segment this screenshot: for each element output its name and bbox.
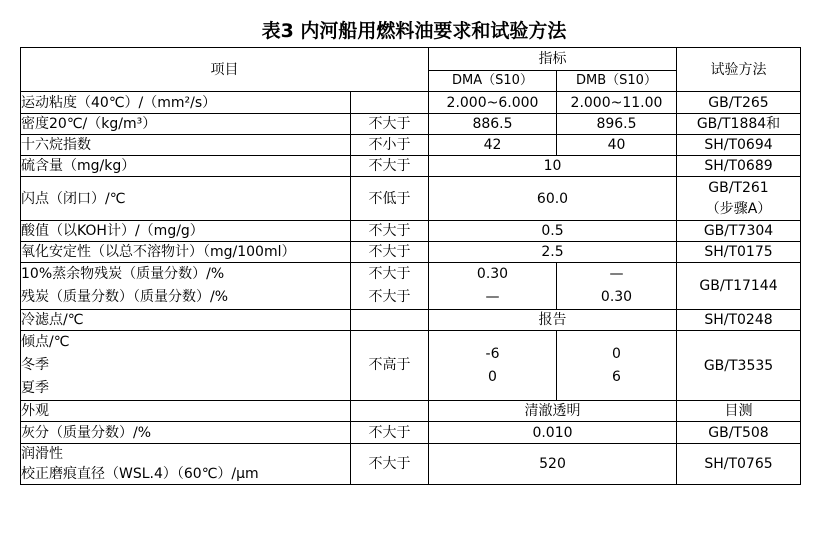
table-row xyxy=(21,156,801,177)
row-subitem: 10%蒸余物残炭（质量分数）/% xyxy=(21,266,225,282)
row-method: SH/T0765 xyxy=(677,444,801,485)
row-limit xyxy=(351,92,429,114)
row-limit: 不小于 xyxy=(351,135,429,156)
row-item: 运动粘度（40℃）/（mm²/s） xyxy=(21,92,351,114)
row-dma-value: 0 xyxy=(488,368,497,385)
row-item: 灰分（质量分数）/% xyxy=(21,422,351,444)
row-subitem-winter: 冬季 xyxy=(21,357,49,373)
row-item: 外观 xyxy=(21,401,351,422)
row-dmb-value: 0 xyxy=(612,345,621,362)
row-item: 倾点/℃ xyxy=(21,334,70,350)
row-value: 0.5 xyxy=(429,221,677,242)
row-dma-value: 2.000~6.000 xyxy=(429,92,557,114)
row-dma-value: 42 xyxy=(429,135,557,156)
row-limit: 不大于 xyxy=(368,289,411,305)
row-dmb-value: 0.30 xyxy=(600,289,633,305)
row-subitem: 校正磨痕直径（WSL.4）（60℃）/μm xyxy=(21,466,259,482)
table-row xyxy=(21,444,801,485)
row-dma-value: -6 xyxy=(485,345,500,362)
row-limit xyxy=(351,401,429,422)
row-dma-value: 0.30 xyxy=(476,266,509,282)
table-row xyxy=(21,331,801,401)
row-value: 10 xyxy=(429,156,677,177)
row-method: GB/T7304 xyxy=(677,221,801,242)
table-title: 表3 内河船用燃料油要求和试验方法 xyxy=(261,20,567,42)
row-value: 报告 xyxy=(429,310,677,331)
header-indicator: 指标 xyxy=(429,48,677,71)
table-row xyxy=(21,177,801,221)
row-limit: 不大于 xyxy=(368,266,411,282)
row-method: SH/T0248 xyxy=(677,310,801,331)
row-dma-cell xyxy=(429,263,557,310)
row-item: 氧化安定性（以总不溶物计）（mg/100ml） xyxy=(21,242,351,263)
row-limit: 不大于 xyxy=(351,114,429,135)
row-dma-cell xyxy=(429,331,557,401)
row-item: 十六烷指数 xyxy=(21,135,351,156)
row-dmb-cell xyxy=(557,263,677,310)
row-method: SH/T0689 xyxy=(677,156,801,177)
row-method: GB/T265 xyxy=(677,92,801,114)
row-value: 520 xyxy=(429,444,677,485)
row-limit: 不低于 xyxy=(351,177,429,221)
table-row xyxy=(21,310,801,331)
row-limit-cell xyxy=(351,263,429,310)
row-method: GB/T3535 xyxy=(677,331,801,401)
row-method: GB/T17144 xyxy=(677,263,801,310)
row-method-note: （步骤A） xyxy=(705,200,772,217)
fuel-oil-spec-table xyxy=(20,47,801,485)
header-grade-dmb: DMB（S10） xyxy=(557,71,677,92)
row-limit-cell xyxy=(351,331,429,401)
table-row xyxy=(21,114,801,135)
table-row xyxy=(21,221,801,242)
row-limit: 不大于 xyxy=(351,156,429,177)
row-method: 目测 xyxy=(677,401,801,422)
header-row xyxy=(21,48,801,71)
row-value: 60.0 xyxy=(429,177,677,221)
row-method: SH/T0694 xyxy=(677,135,801,156)
header-method: 试验方法 xyxy=(677,48,801,92)
row-dmb-cell xyxy=(557,331,677,401)
row-item: 酸值（以KOH计）/（mg/g） xyxy=(21,221,351,242)
row-item: 冷滤点/℃ xyxy=(21,310,351,331)
row-item-cell xyxy=(21,444,351,485)
row-dma-value: — xyxy=(485,289,500,305)
table-row xyxy=(21,263,801,310)
row-dmb-value: — xyxy=(609,266,624,282)
row-method: SH/T0175 xyxy=(677,242,801,263)
row-method: GB/T1884和 xyxy=(677,114,801,135)
header-grade-dma: DMA（S10） xyxy=(429,71,557,92)
row-item: 密度20℃/（kg/m³） xyxy=(21,114,351,135)
row-limit: 不大于 xyxy=(351,242,429,263)
row-dmb-value: 6 xyxy=(612,368,621,385)
row-dma-value: 886.5 xyxy=(429,114,557,135)
row-item-cell xyxy=(21,331,351,401)
row-method-cell xyxy=(677,177,801,221)
row-limit xyxy=(351,310,429,331)
table-row xyxy=(21,401,801,422)
row-subitem-summer: 夏季 xyxy=(21,380,49,396)
row-limit: 不高于 xyxy=(368,357,411,373)
row-dmb-value: 896.5 xyxy=(557,114,677,135)
row-limit-cell xyxy=(351,444,429,485)
row-limit: 不大于 xyxy=(368,456,411,472)
row-item: 闪点（闭口）/℃ xyxy=(21,177,351,221)
row-item: 硫含量（mg/kg） xyxy=(21,156,351,177)
row-item-cell xyxy=(21,263,351,310)
row-method: GB/T261 xyxy=(708,179,769,196)
header-item: 项目 xyxy=(21,48,429,92)
row-limit: 不大于 xyxy=(351,422,429,444)
row-dmb-value: 40 xyxy=(557,135,677,156)
row-value: 0.010 xyxy=(429,422,677,444)
row-value: 2.5 xyxy=(429,242,677,263)
row-value: 清澈透明 xyxy=(429,401,677,422)
table-row xyxy=(21,422,801,444)
table-row xyxy=(21,242,801,263)
row-limit: 不大于 xyxy=(351,221,429,242)
row-item: 润滑性 xyxy=(21,446,63,462)
table-row xyxy=(21,135,801,156)
table-row xyxy=(21,92,801,114)
row-subitem: 残炭（质量分数）（质量分数）/% xyxy=(21,289,229,305)
row-dmb-value: 2.000~11.00 xyxy=(557,92,677,114)
row-method: GB/T508 xyxy=(677,422,801,444)
